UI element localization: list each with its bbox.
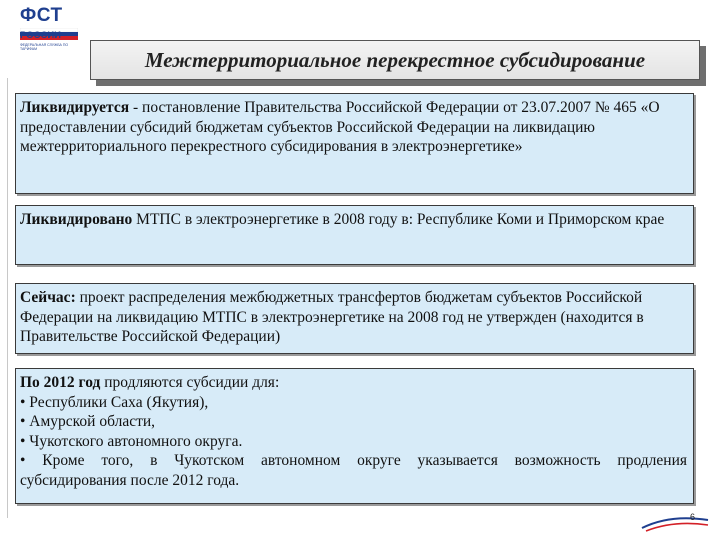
logo-subtitle: ФЕДЕРАЛЬНАЯ СЛУЖБА ПО ТАРИФАМ <box>20 43 69 51</box>
left-divider <box>7 78 8 518</box>
fst-logo <box>20 6 88 56</box>
panel2-bold: Ликвидировано <box>20 211 133 228</box>
panel4-intro-text: продляются субсидии для: <box>100 374 280 391</box>
page-number: 6 <box>690 512 696 522</box>
logo-wordmark <box>20 6 80 25</box>
panel3-text: проект распределения межбюджетных трансфертов бюджетам субъектов Российской Федерации на ликвидацию МТПС в электроэнергетике на 2008 год не утвержден (находится в Правительстве Российской Федерации) <box>20 289 644 345</box>
slide-title-text: Межтерриториальное перекрестное субсидирование <box>144 47 646 72</box>
panel3-bold: Сейчас: <box>20 289 76 306</box>
panel2-text: МТПС в электроэнергетике в 2008 году в: Республике Коми и Приморском крае <box>132 211 665 228</box>
list-item: • Чукотского автономного округа. <box>20 432 243 450</box>
logo-line1: ФСТ <box>20 5 63 26</box>
panel4-intro <box>20 373 687 393</box>
list-item: • Кроме того, в Чукотском автономном округе указывается возможность продления <box>20 452 687 469</box>
list-item-continuation: субсидирования после 2012 года. <box>20 471 240 489</box>
list-item: • Республики Саха (Якутия), <box>20 393 209 411</box>
panel-until-2012 <box>15 368 694 504</box>
panel4-bold: По 2012 год <box>20 374 101 391</box>
logo-line2: РОССИИ <box>20 30 61 41</box>
slide-title <box>90 40 700 80</box>
footer-swoosh-icon <box>640 506 710 532</box>
panel1-bold: Ликвидируется <box>20 99 130 116</box>
panel-liquidated-2008 <box>15 205 694 265</box>
panel-current-status <box>15 283 694 354</box>
list-item: • Амурской области, <box>20 413 156 430</box>
panel1-text: - постановление Правительства Российской Федерации от 23.07.2007 № 465 «О предоставлении субсидий бюджетам субъектов Российской Федерации на ликвидацию межтерриториального перекрестного субсидирования в электроэнергетике» <box>20 99 660 155</box>
panel-liquidated-decree <box>15 93 694 194</box>
